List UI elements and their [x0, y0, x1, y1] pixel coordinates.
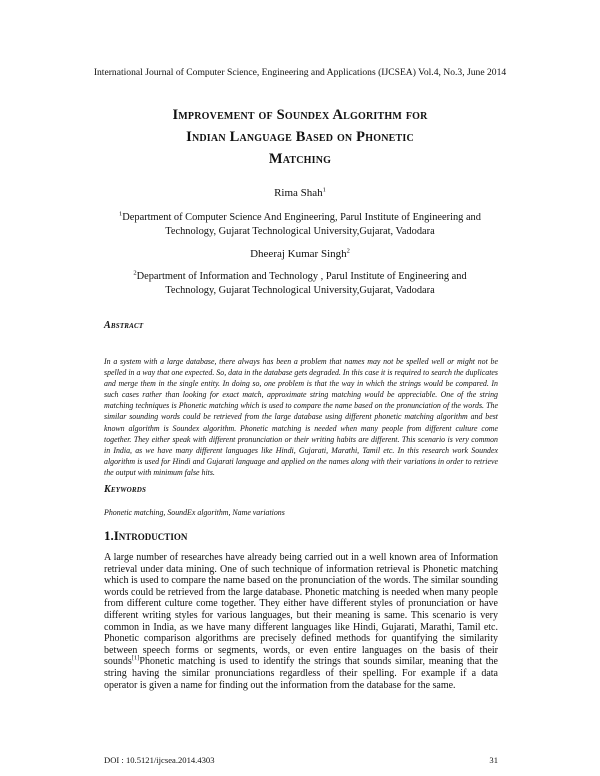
paper-title	[0, 104, 600, 170]
intro-text-2: Phonetic matching is used to identify the strings that sounds similar, meaning that the string having the similar pronunciations regardless of their spelling. For example if a data operator is given a name for finding out the information from the database for the same.	[104, 656, 498, 691]
author-2	[0, 248, 600, 260]
author-1	[0, 187, 600, 199]
affil-line: Department of Computer Science And Engineering, Parul Institute of Engineering and	[122, 212, 481, 223]
affiliation-2	[0, 270, 600, 297]
author-sup: 2	[346, 247, 350, 255]
doi: DOI : 10.5121/ijcsea.2014.4303	[104, 755, 215, 765]
affil-line: Technology, Gujarat Technological University,Gujarat, Vadodara	[165, 284, 435, 296]
abstract-text: In a system with a large database, there always has been a problem that names may not be spelled well or might not be spelled in a way that one expected. So, data in the database gets degraded. In this case it is required to search the duplicates and merge them in the single entity. In doing so, one problem is that the way in which the strings would be compared. In such cases rather than looking for exact match, approximate string matching would be appreciable. One of the string matching techniques is Phonetic matching which is used to compare the name based on the pronunciation of the words. The similar sounding words could be retrieved from the large database using different phonetic matching algorithm and best known algorithm is Soundex algorithm. Phonetic matching is needed when many people from different culture come together. They either speak with different pronunciation or their writing habits are different. This scenario is very common in India, as we have many different languages like Hindi, Gujarati, Marathi, Tamil etc. In this research work Soundex algorithm is used for Hindi and Gujarati language and applied on the names along with their variations in order to retrieve the output with minimum false hits.	[104, 357, 498, 477]
page-footer	[104, 755, 498, 765]
citation: [1]	[131, 655, 140, 663]
affil-sup: 2	[133, 269, 137, 277]
page-number: 31	[489, 755, 498, 765]
introduction-text	[104, 552, 498, 691]
affiliation-1	[0, 211, 600, 238]
intro-text-1: A large number of researches have already being carried out in a well known area of Information retrieval under data mining. One of such technique of information retrieval is Phonetic matching which is used to compare the name based on the pronunciation of the words. The similar sounding words could be retrieved from the large database. Phonetic matching is needed when many people from different culture come together. They either have different styles of pronunciation or have different writing styles for various languages, but their meaning is same. This scenario is very common in India, as we have many different languages like Hindi, Gujarati, Marathi, Tamil etc. Phonetic comparison algorithms are precisely defined methods for quantifying the similarity between speech forms or segments, words, or even entire languages on the basis of their sounds	[104, 552, 498, 668]
author-name: Dheeraj Kumar Singh	[250, 248, 347, 260]
abstract-heading: Abstract	[104, 320, 144, 331]
author-name: Rima Shah	[274, 187, 323, 199]
affil-line: Department of Information and Technology , Parul Institute of Engineering and	[136, 271, 467, 282]
journal-header: International Journal of Computer Science, Engineering and Applications (IJCSEA) Vol.4, No.3, June 2014	[93, 67, 507, 78]
title-line: Indian Language Based on Phonetic	[186, 129, 414, 145]
keywords-heading: Keywords	[104, 484, 147, 495]
author-sup: 1	[322, 186, 326, 194]
title-line: Matching	[268, 151, 332, 167]
affil-line: Technology, Gujarat Technological University,Gujarat, Vadodara	[165, 225, 435, 237]
title-line: Improvement of Soundex Algorithm for	[172, 107, 428, 123]
introduction-heading	[104, 528, 187, 544]
keywords-text: Phonetic matching, SoundEx algorithm, Name variations	[104, 508, 285, 517]
affil-sup: 1	[119, 210, 123, 218]
section-title: Introduction	[113, 528, 188, 543]
section-number: 1.	[104, 528, 114, 543]
